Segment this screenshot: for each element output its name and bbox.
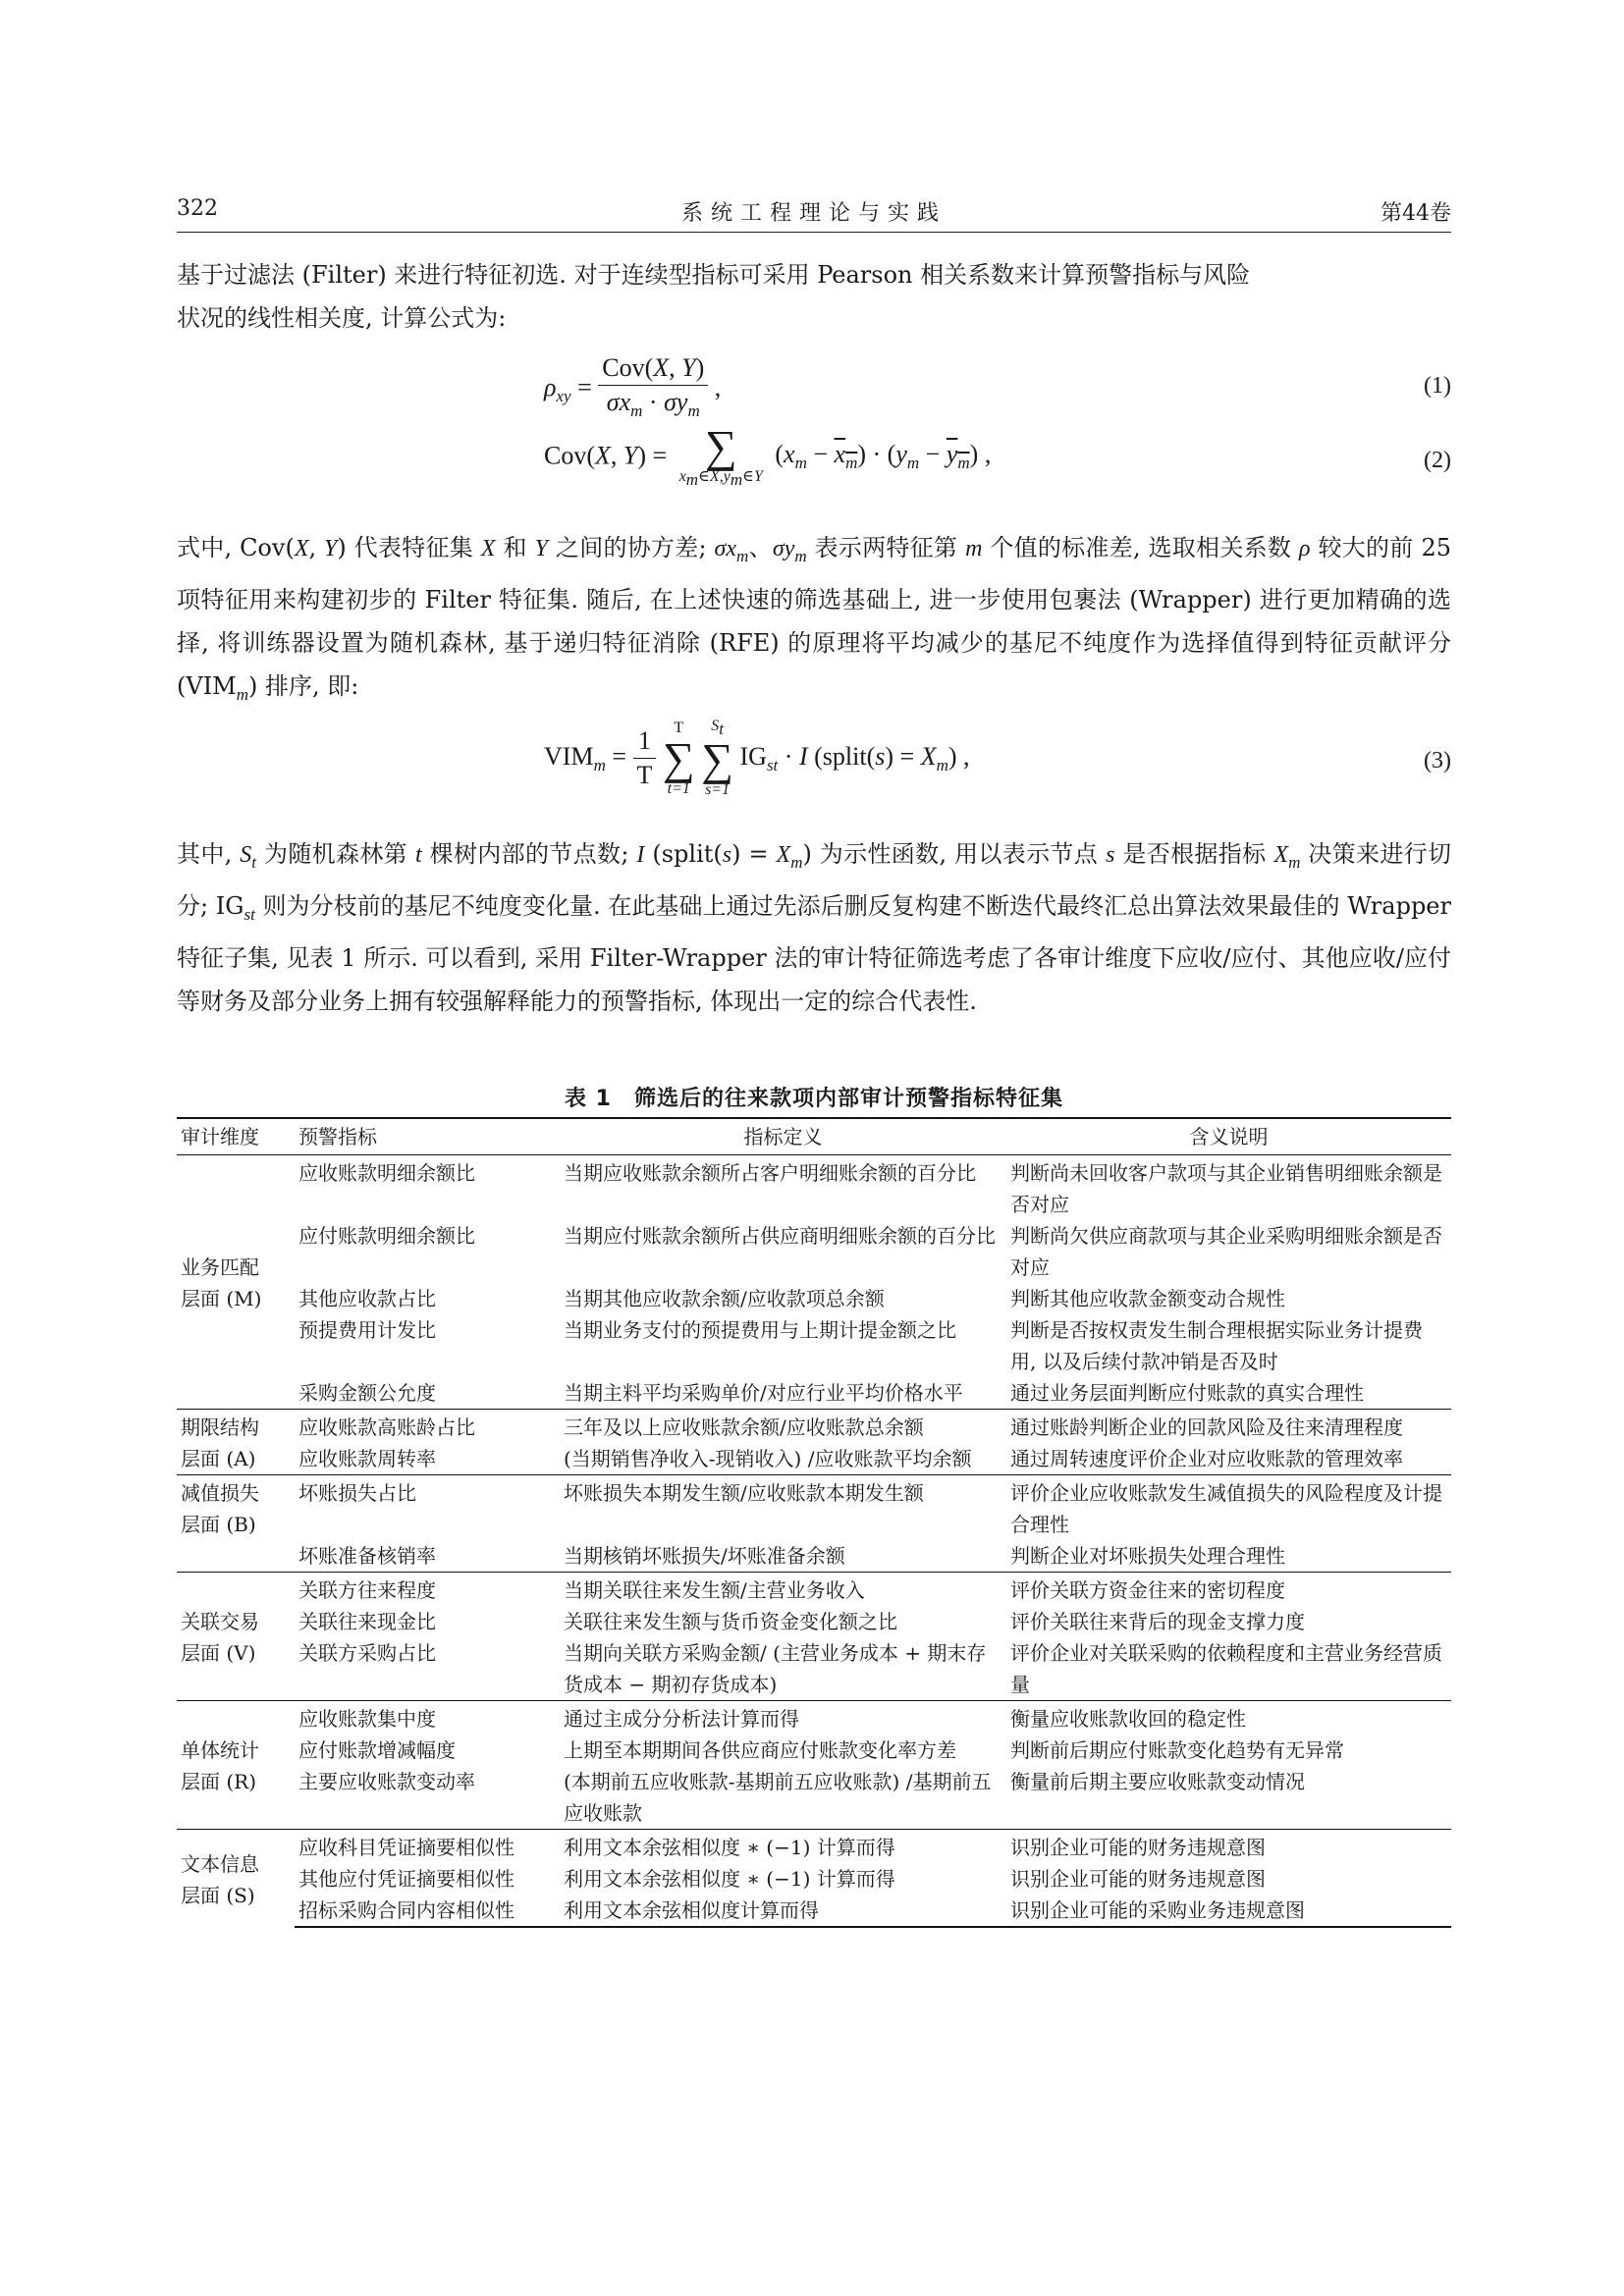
cell-definition: 当期向关联方采购金额/ (主营业务成本 + 期末存货成本 − 期初存货成本): [564, 1641, 987, 1696]
eq2-number: (2): [1424, 448, 1451, 473]
table-row: [177, 1701, 1451, 1735]
table-caption: 表 1 筛选后的往来款项内部审计预警指标特征集: [565, 1087, 1063, 1111]
cell-indicator: 应付账款增减幅度: [298, 1738, 456, 1762]
header-rule: [177, 232, 1451, 233]
cell-dimension: 单体统计 层面 (R): [177, 1701, 295, 1830]
equation-1: [177, 351, 1451, 434]
table-row: [177, 1573, 1451, 1607]
cell-dimension: 减值损失 层面 (B): [177, 1475, 295, 1573]
eq3-sum-t: [663, 721, 695, 797]
sum-symbol: ∑: [662, 732, 695, 783]
cell-indicator: 关联往来现金比: [298, 1610, 436, 1633]
paragraph-vim-explanation: 其中, $S_t$ 为随机森林第 t 棵树内部的节点数; I (split(s) = $X_m$) 为示性函数, 用以表示节点 s 是否根据指标 $X_m$ 决策来进行切分; $IG_{st}$ 则为分枝前的基尼不纯度变化量. 在此基础上通过先添后删反复构建不断迭代最终汇总出算法效果最佳的 Wrapper 特征子集, 见表 1 所示. 可以看到, 采用 Filter-Wrapper 法的审计特征筛选考虑了各审计维度下应收/应付、其他应收/应付等财务及部分业务上拥有较强解释能力的预警指标, 体现出一定的综合代表性.: [177, 840, 1451, 1015]
cell-indicator: 预提费用计发比: [298, 1318, 436, 1342]
page-number: 322: [177, 196, 218, 221]
cell-definition: 当期其他应收款余额/应收款项总余额: [564, 1287, 885, 1310]
cell-indicator: 应收科目凭证摘要相似性: [295, 1830, 560, 1864]
eq1-tail: ,: [714, 373, 722, 402]
cell-indicator: 应收账款周转率: [298, 1447, 436, 1470]
eq1-lhs: $\rho_{xy}$ =: [544, 373, 592, 406]
eq3-sum-s-bottom: s=1: [705, 781, 731, 799]
eq3-body: $IG_{st} \cdot I$ (split(s) = $X_m$) ,: [739, 741, 970, 774]
cell-dimension: 期限结构 层面 (A): [177, 1410, 295, 1475]
eq2-sum: [678, 421, 763, 490]
cell-definition: 利用文本余弦相似度计算而得: [560, 1895, 1006, 1927]
cell-dimension: 业务匹配 层面 (M): [177, 1155, 295, 1410]
cell-meaning: 判断企业对坏账损失处理合理性: [1010, 1544, 1285, 1568]
cell-meaning: 评价企业对关联采购的依赖程度和主营业务经营质量: [1010, 1641, 1442, 1696]
cell-definition: 三年及以上应收账款余额/应收账款总余额: [560, 1410, 1006, 1444]
cell-meaning: 衡量应收账款收回的稳定性: [1006, 1701, 1451, 1735]
cell-indicator: 关联方采购占比: [298, 1641, 436, 1665]
table-row: [177, 1475, 1451, 1541]
cell-dimension: 关联交易 层面 (V): [177, 1573, 295, 1701]
table-row: [177, 1155, 1451, 1221]
cell-definition: 利用文本余弦相似度 ∗ (−1) 计算而得: [560, 1830, 1006, 1864]
cell-meaning: 识别企业可能的采购业务违规意图: [1006, 1895, 1451, 1927]
cell-indicator: 应收账款明细余额比: [295, 1155, 560, 1221]
equation-3: [177, 719, 1451, 813]
table-row: [177, 1735, 1451, 1766]
cell-indicator: 其他应付凭证摘要相似性: [298, 1867, 514, 1891]
table-row: [177, 1220, 1451, 1283]
cell-indicator: 招标采购合同内容相似性: [295, 1895, 560, 1927]
table-row: [177, 1830, 1451, 1864]
cell-dimension: 文本信息 层面 (S): [177, 1830, 295, 1928]
cell-definition: 当期主料平均采购单价/对应行业平均价格水平: [564, 1381, 963, 1405]
paragraph-intro-line2: 状况的线性相关度, 计算公式为:: [177, 304, 507, 332]
cell-meaning: 通过周转速度评价企业对应收账款的管理效率: [1010, 1447, 1403, 1470]
eq3-fraction: [633, 724, 657, 792]
cell-definition: 当期业务支付的预提费用与上期计提金额之比: [564, 1318, 956, 1342]
table-row: [177, 1314, 1451, 1377]
eq3-sum-t-bottom: t=1: [667, 779, 690, 797]
table-row: [177, 1377, 1451, 1410]
cell-meaning: 判断是否按权责发生制合理根据实际业务计提费用, 以及后续付款冲销是否及时: [1010, 1318, 1423, 1373]
table-row: [177, 1410, 1451, 1444]
cell-definition: 上期至本期期间各供应商应付账款变化率方差: [564, 1738, 956, 1762]
cell-meaning: 判断尚欠供应商款项与其企业采购明细账余额是否对应: [1010, 1224, 1442, 1279]
cell-indicator: 应收账款高账龄占比: [295, 1410, 560, 1444]
cell-definition: (本期前五应收账款-基期前五应收账款) /基期前五应收账款: [564, 1770, 992, 1825]
eq3-frac-num: 1: [637, 726, 651, 756]
cell-indicator: 关联方往来程度: [295, 1573, 560, 1607]
eq3-frac-den: T: [633, 758, 657, 792]
cell-meaning: 识别企业可能的财务违规意图: [1010, 1867, 1266, 1891]
eq1-number: (1): [1424, 373, 1451, 399]
equation-2: [177, 421, 1451, 507]
cell-definition: 当期应付账款余额所占供应商明细账余额的百分比: [564, 1224, 996, 1248]
table-row: [177, 1863, 1451, 1895]
header-meaning: 含义说明: [1006, 1118, 1451, 1155]
cell-meaning: 评价企业应收账款发生减值损失的风险程度及计提合理性: [1006, 1475, 1451, 1541]
cell-meaning: 衡量前后期主要应收账款变动情况: [1010, 1770, 1305, 1793]
eq1-numerator: Cov(X, Y): [602, 353, 705, 382]
cell-meaning: 判断前后期应付账款变化趋势有无异常: [1010, 1738, 1344, 1762]
cell-definition: 当期核销坏账损失/坏账准备余额: [564, 1544, 845, 1568]
cell-definition: 关联往来发生额与货币资金变化额之比: [564, 1610, 897, 1633]
paragraph-wrapper: 式中, Cov(X, Y) 代表特征集 X 和 Y 之间的协方差; $\sigma x_m$、$\sigma y_m$ 表示两特征第 m 个值的标准差, 选取相关系数 ρ 较大的前 25 项特征用来构建初步的 Filter 特征集. 随后, 在上述快速的筛选基础上, 进一步使用包裹法 (Wrapper) 进行更加精确的选择, 将训练器设置为随机森林, 基于递归特征消除 (RFE) 的原理将平均减少的基尼不纯度作为选择值得到特征贡献评分 $(VIM_m)$ 排序, 即:: [177, 534, 1452, 704]
eq1-denominator: $\sigma x_m \cdot \sigma y_m$: [598, 385, 708, 428]
table-row: [177, 1895, 1451, 1927]
cell-indicator: 其他应收款占比: [298, 1287, 436, 1310]
table-row: [177, 1283, 1451, 1314]
table-row: [177, 1443, 1451, 1475]
header-definition: 指标定义: [560, 1118, 1006, 1155]
cell-meaning: 评价关联方资金往来的密切程度: [1006, 1573, 1451, 1607]
table-row: [177, 1540, 1451, 1573]
cell-definition: 当期应收账款余额所占客户明细账余额的百分比: [560, 1155, 1006, 1221]
running-header: [177, 192, 1451, 232]
table-body: [177, 1155, 1451, 1928]
paragraph-intro-line1: 基于过滤法 (Filter) 来进行特征初选. 对于连续型指标可采用 Pearson 相关系数来计算预警指标与风险: [177, 261, 1251, 289]
cell-indicator: 坏账准备核销率: [298, 1544, 436, 1568]
table-row: [177, 1606, 1451, 1637]
cell-definition: 坏账损失本期发生额/应收账款本期发生额: [560, 1475, 1006, 1541]
cell-indicator: 应收账款集中度: [295, 1701, 560, 1735]
sum-symbol: ∑: [704, 421, 737, 471]
cell-meaning: 评价关联往来背后的现金支撑力度: [1010, 1610, 1305, 1633]
eq2-lhs: Cov(X, Y) =: [544, 441, 668, 470]
cell-definition: 利用文本余弦相似度 ∗ (−1) 计算而得: [564, 1867, 895, 1891]
paragraph-intro: [177, 253, 1451, 340]
eq3-sum-s: [701, 719, 733, 798]
cell-definition: 当期关联往来发生额/主营业务收入: [560, 1573, 1006, 1607]
header-indicator: 预警指标: [295, 1118, 560, 1155]
cell-indicator: 主要应收账款变动率: [298, 1770, 475, 1793]
table-header-row: [177, 1118, 1451, 1155]
eq1-fraction: [598, 351, 708, 428]
sum-symbol: ∑: [701, 734, 733, 785]
cell-indicator: 采购金额公允度: [298, 1381, 436, 1405]
cell-meaning: 识别企业可能的财务违规意图: [1006, 1830, 1451, 1864]
eq2-sum-subscript: $x_m\in X,y_m\in Y$: [678, 468, 763, 490]
cell-definition: 通过主成分分析法计算而得: [560, 1701, 1006, 1735]
cell-meaning: 判断尚未回收客户款项与其企业销售明细账余额是否对应: [1006, 1155, 1451, 1221]
eq2-body: $(x_m - x_m) \cdot (y_m - y_m)$ ,: [775, 439, 992, 472]
cell-indicator: 应付账款明细余额比: [298, 1224, 475, 1248]
eq3-lhs: $VIM_m$ =: [544, 741, 627, 774]
table-row: [177, 1637, 1451, 1701]
cell-meaning: 通过业务层面判断应付账款的真实合理性: [1010, 1381, 1364, 1405]
volume-label: 第44卷: [1380, 201, 1451, 226]
header-dimension: 审计维度: [177, 1118, 295, 1155]
cell-indicator: 坏账损失占比: [295, 1475, 560, 1541]
cell-meaning: 通过账龄判断企业的回款风险及往来清理程度: [1006, 1410, 1451, 1444]
cell-meaning: 判断其他应收款金额变动合规性: [1010, 1287, 1285, 1310]
eq3-sum-s-top: $S_t$: [711, 718, 724, 739]
cell-definition: (当期销售净收入-现销收入) /应收账款平均余额: [564, 1447, 972, 1470]
table-row: [177, 1766, 1451, 1830]
eq3-number: (3): [1424, 748, 1451, 774]
table-1: [177, 1117, 1451, 1928]
eq3-sum-t-top: T: [674, 719, 684, 736]
journal-title: 系统工程理论与实践: [680, 201, 947, 226]
